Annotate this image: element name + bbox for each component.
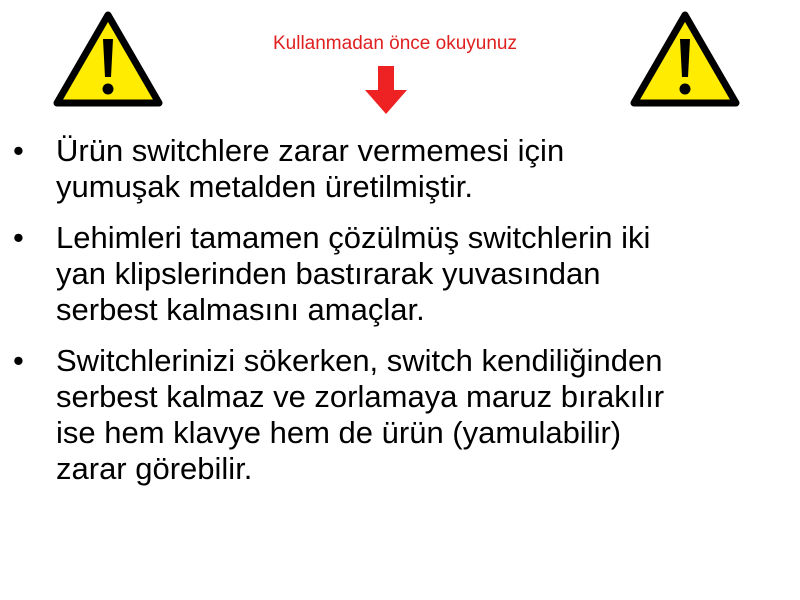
instruction-line: serbest kalmaz ve zorlamaya maruz bırakılır [56, 379, 665, 414]
instruction-line: Lehimleri tamamen çözülmüş switchlerin iki [56, 220, 651, 255]
instruction-line: zarar görebilir. [56, 451, 253, 486]
instruction-line: yan klipslerinden bastırarak yuvasından [56, 256, 601, 291]
bullet-dot-icon: • [13, 133, 24, 168]
read-before-use-notice: Kullanmadan önce okuyunuz [272, 33, 517, 54]
instruction-line: Ürün switchlere zarar vermemesi için [56, 133, 565, 168]
warning-triangle-icon [630, 11, 740, 108]
instruction-line: Switchlerinizi sökerken, switch kendiliğinden [56, 343, 663, 378]
instruction-item [0, 220, 800, 328]
instruction-line: ise hem klavye hem de ürün (yamulabilir) [56, 415, 622, 450]
instruction-line: serbest kalmasını amaçlar. [56, 292, 425, 327]
instruction-item [0, 343, 800, 487]
instruction-line: yumuşak metalden üretilmiştir. [56, 169, 473, 204]
instruction-item [0, 133, 800, 205]
warning-triangle-icon [53, 11, 163, 108]
instruction-list [0, 133, 800, 502]
bullet-dot-icon: • [13, 220, 24, 255]
bullet-dot-icon: • [13, 343, 24, 378]
red-down-arrow-icon [363, 66, 409, 116]
